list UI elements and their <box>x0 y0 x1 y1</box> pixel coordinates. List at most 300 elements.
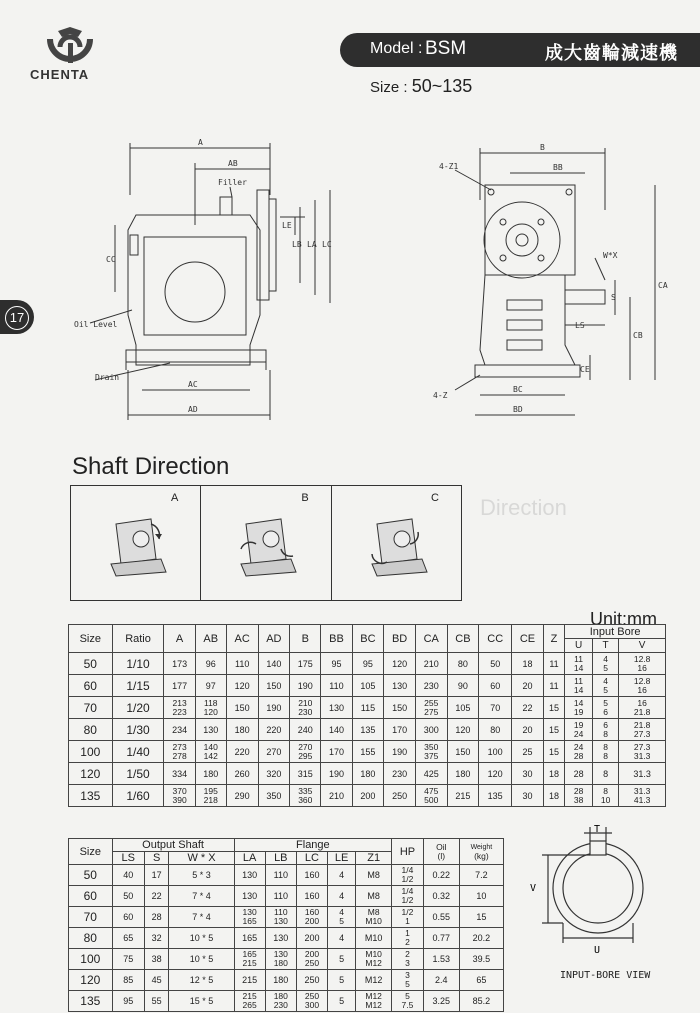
spec-cell-b-line: 315 <box>297 768 313 779</box>
spec-cell-cb <box>447 741 479 763</box>
shaft-direction-b <box>201 486 331 600</box>
gearbox-b-icon <box>231 504 311 584</box>
output-cell-lb-line: 110 <box>274 907 288 917</box>
output-cell-weight-line: 10 <box>476 891 487 901</box>
dim-a-label: A <box>198 138 203 147</box>
spec-cell-cc-line: 100 <box>487 746 503 757</box>
spec-cell-a-line: 223 <box>172 706 187 717</box>
spec-cell-b <box>290 763 321 785</box>
dim-lb-label: LB <box>292 240 302 249</box>
output-cell-la-line: 165 <box>242 933 258 943</box>
output-header-ls: LS <box>112 852 144 865</box>
spec-cell-size <box>69 719 113 741</box>
spec-cell-ca-line: 210 <box>423 658 439 669</box>
spec-cell-a <box>164 719 195 741</box>
spec-cell-ad-line: 190 <box>266 702 282 713</box>
output-header-flange: Flange <box>234 839 392 852</box>
spec-cell-t-line: 5 <box>603 662 608 673</box>
output-cell-la-line: 130 <box>242 891 258 901</box>
output-cell-le <box>328 886 356 907</box>
spec-cell-cc <box>479 741 512 763</box>
spec-cell-u-line: 14 <box>573 697 584 708</box>
spec-cell-cc <box>479 653 512 675</box>
spec-cell-ce <box>512 719 544 741</box>
spec-cell-u <box>565 785 593 807</box>
spec-cell-ce-line: 30 <box>522 768 533 779</box>
spec-table-row <box>69 697 666 719</box>
output-cell-lb <box>265 907 296 928</box>
spec-cell-bb <box>321 675 352 697</box>
output-header-oil <box>423 839 459 865</box>
output-cell-hp-line: 3 <box>405 970 410 980</box>
spec-cell-ac-line: 180 <box>234 724 250 735</box>
spec-cell-v-line: 31.3 <box>633 750 651 761</box>
output-table-row <box>69 886 504 907</box>
output-cell-la-line: 215 <box>242 975 258 985</box>
output-cell-z1-line: M12 <box>364 975 383 985</box>
output-cell-oil-line: 0.22 <box>432 870 451 880</box>
spec-cell-size-line: 100 <box>80 744 101 759</box>
output-cell-z1 <box>356 970 392 991</box>
output-cell-oil <box>423 949 459 970</box>
spec-cell-t-line: 8 <box>603 750 608 761</box>
output-table <box>68 838 504 1012</box>
spec-cell-ab <box>195 719 226 741</box>
spec-cell-bb-line: 140 <box>328 724 344 735</box>
spec-cell-ac-line: 220 <box>234 746 250 757</box>
output-cell-s-line: 17 <box>151 870 162 880</box>
output-cell-weight-line: 7.2 <box>475 870 488 880</box>
output-cell-s <box>144 991 169 1012</box>
spec-cell-ac <box>226 697 258 719</box>
spec-cell-bb-line: 170 <box>328 746 344 757</box>
spec-cell-ce-line: 25 <box>522 746 533 757</box>
dim-z1-label: 4-Z1 <box>439 162 459 171</box>
spec-cell-v <box>619 675 666 697</box>
output-cell-lc-line: 160 <box>304 870 320 880</box>
spec-cell-ad <box>258 653 290 675</box>
shaft-direction-c-label: C <box>431 492 439 504</box>
spec-cell-ratio <box>112 653 164 675</box>
spec-cell-size <box>69 741 113 763</box>
spec-table-row <box>69 653 666 675</box>
spec-cell-ce-line: 20 <box>522 680 533 691</box>
output-cell-lc-line: 250 <box>304 991 320 1001</box>
unit-label: Unit:mm <box>590 609 657 629</box>
spec-cell-ab-line: 96 <box>205 658 216 669</box>
spec-cell-ca-line: 500 <box>424 794 439 805</box>
spec-cell-b-line: 210 <box>298 697 313 708</box>
spec-cell-ab-line: 142 <box>203 750 218 761</box>
output-cell-le <box>328 907 356 928</box>
spec-cell-cb <box>447 653 479 675</box>
output-cell-lc <box>296 865 327 886</box>
output-cell-la <box>234 970 265 991</box>
spec-cell-bc <box>352 763 384 785</box>
spec-header-cc: CC <box>479 625 512 653</box>
spec-cell-a-line: 370 <box>172 785 187 796</box>
shaft-direction-a-label: A <box>170 492 179 504</box>
output-cell-lb-line: 180 <box>273 975 289 985</box>
output-cell-oil <box>423 907 459 928</box>
spec-cell-t-line: 6 <box>603 719 608 730</box>
output-cell-le-line: 4 <box>339 907 344 917</box>
spec-cell-b <box>290 741 321 763</box>
output-header-wx: W * X <box>169 852 234 865</box>
spec-cell-b <box>290 653 321 675</box>
output-cell-s <box>144 949 169 970</box>
gearbox-a-icon <box>101 504 181 584</box>
oil-header-unit: (l) <box>437 850 446 861</box>
spec-header-cb: CB <box>447 625 479 653</box>
spec-cell-a-line: 334 <box>172 768 188 779</box>
spec-cell-t-line: 8 <box>603 768 609 779</box>
logo-text: CHENTA <box>30 67 90 82</box>
dim-b-label: B <box>540 143 545 152</box>
spec-header-size: Size <box>69 625 113 653</box>
faded-direction-text: Direction <box>480 495 567 520</box>
output-cell-lb <box>265 886 296 907</box>
dim-z-label: 4-Z <box>433 391 448 400</box>
spec-cell-ratio <box>112 719 164 741</box>
spec-cell-u-line: 19 <box>573 719 584 730</box>
output-cell-lb <box>265 991 296 1012</box>
spec-cell-t <box>592 697 618 719</box>
bore-t-label: T <box>594 824 601 835</box>
spec-header-ad: AD <box>258 625 290 653</box>
output-table-row <box>69 949 504 970</box>
output-cell-hp-line: 1/4 <box>401 865 414 875</box>
dim-lc-label: LC <box>322 240 332 249</box>
output-cell-size <box>69 949 113 970</box>
spec-cell-v-line: 12.8 <box>633 653 651 664</box>
spec-cell-ca <box>415 719 447 741</box>
spec-cell-t <box>592 741 618 763</box>
spec-cell-a <box>164 741 195 763</box>
output-cell-ls-line: 65 <box>123 933 134 943</box>
spec-cell-bc-line: 155 <box>360 746 376 757</box>
dim-ab-label: AB <box>228 159 238 168</box>
output-cell-size <box>69 886 113 907</box>
output-cell-lb-line: 180 <box>273 958 288 968</box>
output-cell-ls-line: 85 <box>123 975 134 985</box>
output-cell-z1-line: M10 <box>365 949 382 959</box>
size-value: 50~135 <box>411 76 473 96</box>
output-cell-hp <box>392 970 424 991</box>
spec-cell-cb-line: 80 <box>457 658 468 669</box>
spec-cell-ab <box>195 763 226 785</box>
output-cell-le-line: 5 <box>339 916 344 926</box>
output-cell-oil <box>423 991 459 1012</box>
output-cell-la <box>234 907 265 928</box>
spec-header-bc: BC <box>352 625 384 653</box>
spec-cell-ce <box>512 785 544 807</box>
spec-cell-ad-line: 270 <box>266 746 282 757</box>
output-cell-s-line: 55 <box>151 996 162 1006</box>
output-cell-s <box>144 970 169 991</box>
spec-cell-v <box>619 719 666 741</box>
spec-cell-ad-line: 150 <box>266 680 282 691</box>
spec-cell-bb <box>321 741 352 763</box>
spec-cell-ce-line: 22 <box>522 702 533 713</box>
output-cell-le-line: 4 <box>339 891 345 901</box>
spec-cell-t <box>592 785 618 807</box>
spec-cell-ce <box>512 697 544 719</box>
spec-cell-bd-line: 190 <box>392 746 408 757</box>
spec-cell-t <box>592 763 618 785</box>
spec-cell-ce <box>512 675 544 697</box>
spec-cell-ce-line: 20 <box>522 724 533 735</box>
spec-cell-bc-line: 135 <box>360 724 376 735</box>
spec-header-t: T <box>592 639 618 653</box>
spec-cell-u <box>565 675 593 697</box>
output-cell-le <box>328 970 356 991</box>
spec-cell-ac-line: 150 <box>234 702 250 713</box>
side-view-drawing <box>70 135 360 425</box>
output-cell-hp-line: 1/2 <box>401 895 414 905</box>
output-cell-weight <box>459 865 503 886</box>
output-cell-lc-line: 250 <box>304 958 320 968</box>
spec-cell-size-line: 60 <box>83 678 97 693</box>
spec-cell-ca <box>415 675 447 697</box>
output-cell-wx <box>169 991 234 1012</box>
spec-cell-bc <box>352 653 384 675</box>
output-cell-hp <box>392 886 424 907</box>
output-cell-ls-line: 75 <box>123 954 134 964</box>
output-cell-wx <box>169 886 234 907</box>
output-header-le: LE <box>328 852 356 865</box>
spec-cell-v-line: 31.3 <box>633 785 651 796</box>
spec-cell-cc-line: 50 <box>490 658 501 669</box>
spec-cell-ab-line: 130 <box>203 724 219 735</box>
output-cell-la <box>234 991 265 1012</box>
output-cell-z1-line: M10 <box>364 933 383 943</box>
output-header-hp: HP <box>392 839 424 865</box>
spec-cell-z-line: 18 <box>549 790 560 801</box>
spec-cell-a-line: 278 <box>172 750 187 761</box>
output-cell-le <box>328 928 356 949</box>
spec-cell-size <box>69 675 113 697</box>
spec-cell-cc-line: 60 <box>490 680 501 691</box>
shaft-direction-title: Shaft Direction <box>72 453 230 480</box>
output-cell-lb <box>265 865 296 886</box>
output-cell-hp <box>392 991 424 1012</box>
output-cell-wx-line: 7 * 4 <box>192 891 211 901</box>
shaft-direction-table <box>70 485 462 601</box>
spec-cell-a <box>164 763 195 785</box>
output-cell-hp-line: 1/2 <box>401 907 414 917</box>
spec-cell-bd-line: 130 <box>392 680 408 691</box>
spec-cell-z-line: 15 <box>549 724 560 735</box>
output-cell-lc-line: 200 <box>304 916 320 926</box>
spec-cell-bb-line: 95 <box>331 658 342 669</box>
output-table-body <box>69 865 504 1012</box>
output-cell-oil-line: 0.77 <box>432 933 451 943</box>
spec-cell-z <box>543 719 564 741</box>
shaft-direction-b-label: B <box>301 492 309 504</box>
spec-cell-ce <box>512 763 544 785</box>
spec-cell-t-line: 6 <box>603 706 608 717</box>
spec-cell-bc-line: 115 <box>360 702 376 713</box>
output-cell-z1 <box>356 928 392 949</box>
output-cell-size-line: 70 <box>83 910 97 924</box>
output-cell-size <box>69 991 113 1012</box>
spec-cell-ac-line: 110 <box>235 658 250 669</box>
output-cell-le-line: 5 <box>339 996 345 1006</box>
spec-cell-cb-line: 90 <box>457 680 468 691</box>
output-cell-lc <box>296 991 327 1012</box>
spec-cell-b <box>290 719 321 741</box>
output-cell-la <box>234 928 265 949</box>
output-cell-size <box>69 865 113 886</box>
spec-cell-v <box>619 697 666 719</box>
spec-cell-ab-line: 120 <box>203 706 218 717</box>
output-cell-le-line: 4 <box>339 870 345 880</box>
dim-le-label: LE <box>282 221 292 230</box>
spec-table-row <box>69 675 666 697</box>
spec-table-row <box>69 785 666 807</box>
dim-cc-label: CC <box>106 255 116 264</box>
spec-cell-bb <box>321 653 352 675</box>
spec-cell-bd-line: 150 <box>392 702 408 713</box>
spec-cell-t-line: 4 <box>603 653 608 664</box>
spec-cell-v-line: 21.8 <box>633 719 651 730</box>
size-range <box>370 76 472 97</box>
output-header-size: Size <box>69 839 113 865</box>
output-cell-le-line: 5 <box>339 954 345 964</box>
spec-cell-ab-line: 195 <box>203 785 218 796</box>
output-cell-size <box>69 928 113 949</box>
output-table-row <box>69 991 504 1012</box>
output-cell-wx <box>169 928 234 949</box>
spec-header-bd: BD <box>384 625 416 653</box>
spec-header-b: B <box>290 625 321 653</box>
dim-ls-label: LS <box>575 321 585 330</box>
spec-cell-size-line: 50 <box>83 656 97 671</box>
output-cell-lc-line: 250 <box>304 975 320 985</box>
spec-cell-cc <box>479 719 512 741</box>
spec-cell-ac <box>226 741 258 763</box>
spec-cell-ratio-line: 1/50 <box>126 766 150 781</box>
spec-cell-bd <box>384 719 416 741</box>
spec-cell-u-line: 11 <box>574 675 583 686</box>
spec-cell-bc-line: 105 <box>360 680 376 691</box>
spec-table <box>68 624 666 807</box>
spec-table-body <box>69 653 666 807</box>
spec-cell-b <box>290 697 321 719</box>
output-table-row <box>69 865 504 886</box>
spec-cell-ca-line: 275 <box>424 706 439 717</box>
spec-cell-ca <box>415 763 447 785</box>
spec-cell-ce-line: 30 <box>522 790 533 801</box>
output-cell-lc-line: 160 <box>304 891 320 901</box>
output-cell-z1-line: M12 <box>365 991 382 1001</box>
dim-bc-label: BC <box>513 385 523 394</box>
spec-cell-ad <box>258 763 290 785</box>
output-cell-la <box>234 949 265 970</box>
output-cell-z1 <box>356 991 392 1012</box>
model-value: BSM <box>425 38 467 59</box>
output-cell-wx-line: 7 * 4 <box>192 912 211 922</box>
spec-cell-size <box>69 697 113 719</box>
output-cell-s <box>144 865 169 886</box>
output-cell-s-line: 32 <box>151 933 162 943</box>
output-cell-s <box>144 886 169 907</box>
spec-cell-ratio <box>112 741 164 763</box>
spec-cell-bd-line: 230 <box>392 768 408 779</box>
spec-cell-v-line: 16 <box>637 662 647 673</box>
output-cell-oil <box>423 865 459 886</box>
spec-cell-ca <box>415 741 447 763</box>
spec-cell-size-line: 120 <box>80 766 101 781</box>
spec-header-ac: AC <box>226 625 258 653</box>
spec-cell-b-line: 295 <box>298 750 313 761</box>
spec-cell-u <box>565 719 593 741</box>
output-cell-s-line: 28 <box>151 912 162 922</box>
output-cell-lb <box>265 928 296 949</box>
spec-cell-cc <box>479 697 512 719</box>
output-cell-wx <box>169 970 234 991</box>
output-cell-lc-line: 200 <box>304 949 320 959</box>
spec-cell-ab <box>195 785 226 807</box>
spec-cell-a-line: 390 <box>172 794 187 805</box>
output-cell-z1-line: M12 <box>365 1000 382 1010</box>
spec-cell-z-line: 18 <box>549 768 560 779</box>
spec-cell-ratio-line: 1/20 <box>126 700 150 715</box>
spec-cell-b-line: 230 <box>298 706 313 717</box>
output-cell-hp-line: 1 <box>405 928 410 938</box>
spec-cell-bc-line: 95 <box>362 658 373 669</box>
output-table-row <box>69 928 504 949</box>
spec-cell-v-line: 16 <box>637 697 647 708</box>
output-cell-hp-line: 1 <box>405 916 410 926</box>
spec-cell-v-line: 21.8 <box>633 706 651 717</box>
spec-header-ce: CE <box>512 625 544 653</box>
spec-cell-ratio <box>112 675 164 697</box>
output-cell-lb-line: 110 <box>273 870 288 880</box>
spec-cell-u <box>565 741 593 763</box>
output-cell-hp <box>392 949 424 970</box>
output-cell-wx-line: 10 * 5 <box>189 954 214 964</box>
output-cell-hp-line: 3 <box>405 958 410 968</box>
spec-cell-z <box>543 741 564 763</box>
spec-cell-ce <box>512 741 544 763</box>
output-table-row <box>69 907 504 928</box>
output-cell-oil <box>423 928 459 949</box>
spec-cell-ab-line: 118 <box>203 697 218 708</box>
output-cell-hp-line: 2 <box>405 949 410 959</box>
output-cell-weight <box>459 907 503 928</box>
front-view-drawing <box>425 140 680 430</box>
spec-cell-bb-line: 190 <box>328 768 344 779</box>
shaft-direction-a <box>71 486 201 600</box>
output-cell-weight-line: 85.2 <box>472 996 491 1006</box>
output-cell-le <box>328 865 356 886</box>
spec-cell-ad <box>258 719 290 741</box>
output-cell-size <box>69 907 113 928</box>
spec-cell-bb <box>321 763 352 785</box>
output-cell-lc <box>296 886 327 907</box>
spec-cell-t-line: 10 <box>600 794 611 805</box>
output-cell-ls <box>112 991 144 1012</box>
spec-cell-ab-line: 218 <box>203 794 218 805</box>
dim-ad-label: AD <box>188 405 198 414</box>
output-cell-la <box>234 865 265 886</box>
output-cell-s-line: 45 <box>151 975 162 985</box>
spec-cell-cc <box>479 763 512 785</box>
output-header-z1: Z1 <box>356 852 392 865</box>
spec-cell-b-line: 360 <box>298 794 313 805</box>
